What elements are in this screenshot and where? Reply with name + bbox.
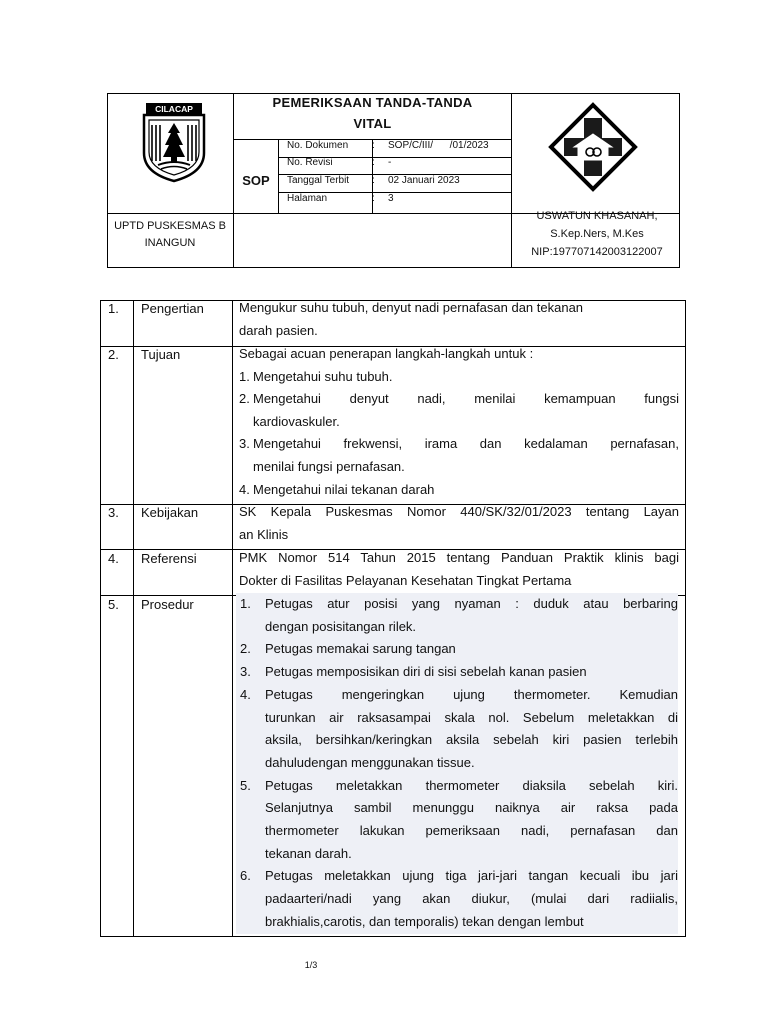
meta-value-page: 3 — [388, 193, 394, 204]
row-label-referensi: Referensi — [141, 551, 197, 566]
sop-header-table — [107, 93, 680, 268]
meta-label-revision: No. Revisi — [287, 157, 333, 168]
svg-text:CILACAP: CILACAP — [155, 104, 193, 114]
procedure-step: 5. Petugas meletakkan thermometer diaksila sebelah kiri. Selanjutnya sambil menunggu naiknya air raksa pada thermometer lakukan pemeriksaan nadi, pernafasan dan tekanan darah. — [240, 777, 678, 861]
meta-sep: : — [372, 140, 375, 151]
meta-label-doc-no: No. Dokumen — [287, 140, 349, 151]
row-label-prosedur: Prosedur — [141, 597, 194, 612]
signer-name: USWATUN KHASANAH, — [536, 210, 658, 222]
row-number: 5. — [108, 597, 119, 612]
sop-content-table — [100, 300, 686, 937]
meta-sep: : — [372, 193, 375, 204]
procedure-step: 2. Petugas memakai sarung tangan — [240, 641, 456, 657]
cilacap-emblem-logo — [138, 101, 210, 183]
prosedur-steps — [236, 593, 678, 934]
procedure-step: 3. Petugas memposisikan diri di sisi sebelah kanan pasien — [240, 664, 587, 680]
tujuan-text: Sebagai acuan penerapan langkah-langkah untuk : 1. Mengetahui suhu tubuh. 2. Mengetahui denyut nadi, menilai kemampuan fungsi kardiovaskuler. 3. Mengetahui frekwensi, irama dan kedalaman pernafasan, menilai fungsi pernafasan. 4. Mengetahui nilai tekanan darah — [239, 346, 679, 497]
signer-nip: NIP:197707142003122007 — [531, 246, 663, 258]
meta-sep: : — [372, 157, 375, 168]
meta-value-issue-date: 02 Januari 2023 — [388, 175, 460, 186]
procedure-step: 4. Petugas mengeringkan ujung thermometer. Kemudian turunkan air raksasampai skala nol. Sebelum meletakkan di aksila, bersihkan/keringkan aksila sebelah kiri pasien terlebih dahuludengan menggunakan tissue. — [240, 686, 678, 770]
referensi-text: PMK Nomor 514 Tahun 2015 tentang Panduan Praktik klinis bagi Dokter di Fasilitas Pelayanan Kesehatan Tingkat Pertama — [239, 550, 679, 588]
row-number: 1. — [108, 301, 119, 316]
signer-title: S.Kep.Ners, M.Kes — [550, 228, 644, 240]
meta-value-revision: - — [388, 157, 392, 168]
meta-value-doc-no: SOP/C/III/ /01/2023 — [388, 140, 489, 151]
row-label-kebijakan: Kebijakan — [141, 505, 199, 520]
signer-block — [512, 207, 682, 261]
unit-name: UPTD PUSKESMAS B INANGUN — [114, 220, 226, 249]
row-label-tujuan: Tujuan — [141, 347, 181, 362]
meta-sep: : — [372, 175, 375, 186]
meta-label-issue-date: Tanggal Terbit — [287, 175, 350, 186]
row-number: 3. — [108, 505, 119, 520]
row-label-pengertian: Pengertian — [141, 301, 204, 316]
row-number: 4. — [108, 551, 119, 566]
sop-label: SOP — [242, 173, 270, 188]
meta-label-page: Halaman — [287, 193, 328, 204]
procedure-step: 1. Petugas atur posisi yang nyaman : duduk atau berbaring dengan posisitangan rilek. — [240, 596, 678, 634]
procedure-step: 6. Petugas meletakkan ujung tiga jari-jari tangan kecuali ibu jari padaarteri/nadi yang akan diukur, (mulai dari radiialis, brakhialis,carotis, dan temporalis) tekan dengan lembut — [240, 868, 678, 929]
page-number: 1/3 — [304, 960, 318, 970]
puskesmas-logo — [548, 102, 638, 192]
pengertian-text: Mengukur suhu tubuh, denyut nadi pernafasan dan tekanan darah pasien. — [239, 300, 584, 338]
row-number: 2. — [108, 347, 119, 362]
document-title: PEMERIKSAAN TANDA-TANDA VITAL — [272, 95, 473, 131]
kebijakan-text: SK Kepala Puskesmas Nomor 440/SK/32/01/2023 tentang Layan an Klinis — [239, 504, 679, 542]
